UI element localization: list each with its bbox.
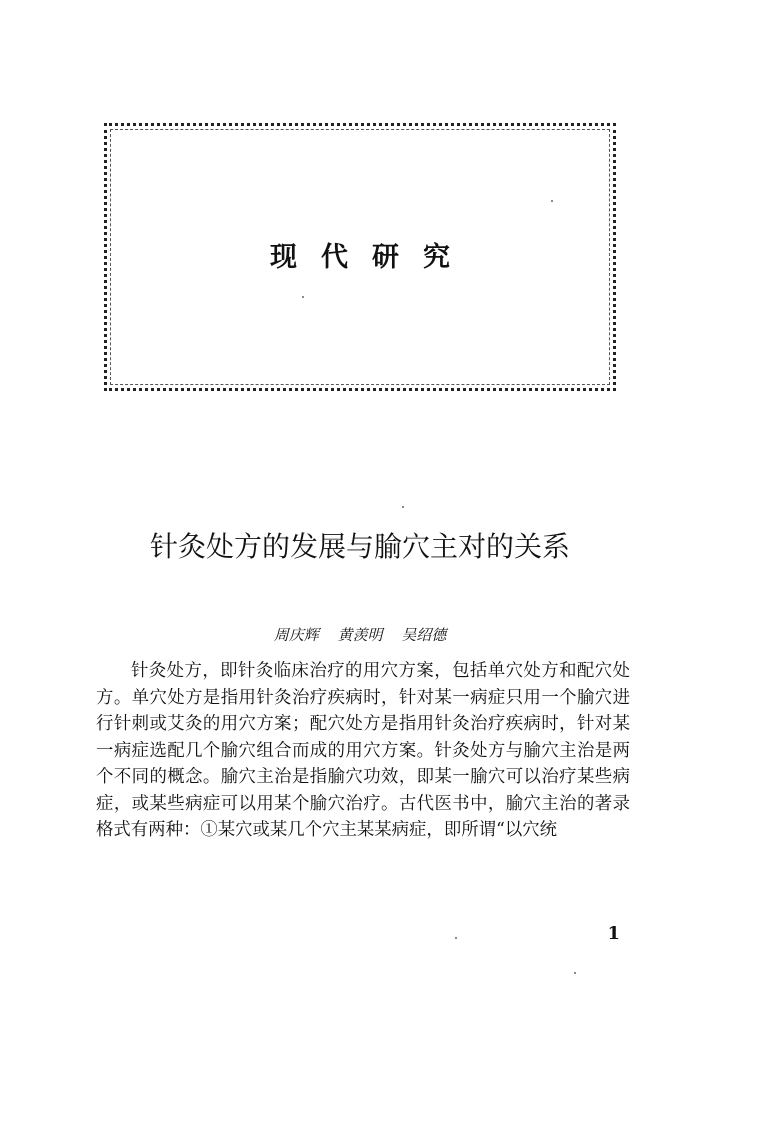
article-body-paragraph: 针灸处方，即针灸临床治疗的用穴方案，包括单穴处方和配穴处方。单穴处方是指用针灸治疗疾病时，针对某一病症只用一个腧穴进行针刺或艾灸的用穴方案；配穴处方是指用针灸治疗疾病时，针对某一病症选配几个腧穴组合而成的用穴方案。针灸处方与腧穴主治是两个不同的概念。腧穴主治是指腧穴功效，即某一腧穴可以治疗某些病症，或某些病症可以用某个腧穴治疗。古代医书中，腧穴主治的著录格式有两种：①某穴或某几个穴主某某病症，即所谓“以穴统 [96, 661, 630, 840]
scan-speck [551, 200, 553, 202]
scan-speck [302, 296, 304, 298]
scan-speck [402, 506, 404, 508]
scan-speck [455, 937, 457, 939]
article-title: 针灸处方的发展与腧穴主对的关系 [149, 530, 570, 563]
section-title: 现代研究 [270, 242, 474, 273]
page-number: 1 [607, 923, 620, 944]
article-authors: 周庆辉 黄羡明 吴绍德 [273, 626, 447, 644]
scan-speck [574, 972, 576, 974]
